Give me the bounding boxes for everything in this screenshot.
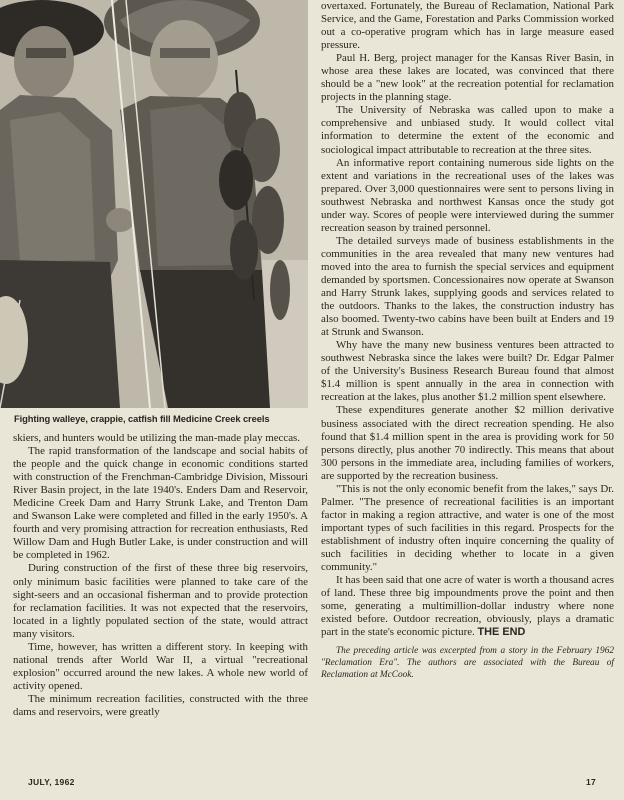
photo-caption: Fighting walleye, crappie, catfish fill Medicine Creek creels — [14, 413, 270, 424]
the-end-marker: THE END — [477, 626, 526, 639]
right-paragraph-9 — [321, 574, 614, 639]
right-paragraph-9-text: It has been said that one acre of water is worth a thousand acres of land. These three big impoundments prove the point and then some, generating a multimillion-dollar industry where none existed before. Outdoor recreation, obviously, plays a dramatic part in the state's economic picture. — [321, 574, 614, 639]
right-paragraph-3: The University of Nebraska was called upon to make a comprehensive and unbiased study. It would collect vital information to determine the extent of the economic and sociological impact attributable to recreation at the three sites. — [321, 104, 614, 156]
right-paragraph-1: overtaxed. Fortunately, the Bureau of Reclamation, National Park Service, and the Game, Forestation and Parks Commission worked out a co-operative program which has in large measure eased pressure. — [321, 0, 614, 52]
right-paragraph-5: The detailed surveys made of business establishments in the communities in the area revealed that many new ventures had moved into the area to furnish the special services and equipment demanded by sportsmen. Concessionaires now operate at Swanson and Harry Strunk lakes, supplying goods and services related to the outdoors. Thanks to the lakes, the construction industry has also boomed. Twenty-two cabins have been built at Enders and 19 at Strunk and Swanson. — [321, 234, 614, 339]
left-paragraph-5: The minimum recreation facilities, constructed with the three dams and reservoirs, were greatly — [13, 692, 308, 718]
anglers-photo — [0, 0, 308, 408]
issue-date: JULY, 1962 — [28, 777, 75, 787]
right-paragraph-2: Paul H. Berg, project manager for the Kansas River Basin, in whose area these lakes are located, was convinced that there should be a "new look" at the recreation potential for reclamation projects in the planning stage. — [321, 52, 614, 104]
article-right-column — [321, 0, 614, 681]
left-paragraph-4: Time, however, has written a different story. In keeping with national trends after World War II, a virtual "recreational explosion" occurred around the new lakes. A whole new world of activity opened. — [13, 640, 308, 692]
left-paragraph-2: The rapid transformation of the landscape and social habits of the people and the quick change in economic conditions started with construction of the Frenchman-Cambridge Division, Missouri River Basin project, in the late 1940's. Enders Dam and Reservoir, Medicine Creek Dam and Harry Strunk Lake, and Trenton Dam and Swanson Lake were completed and filled in the early 1950's. A fourth and very promising attraction for recreation enthusiasts, Red Willow Dam and Hugh Butler Lake, is under construction and will be completed in 1962. — [13, 445, 308, 562]
left-paragraph-1: skiers, and hunters would be utilizing the man-made play meccas. — [13, 432, 301, 444]
anglers-photo-illustration — [0, 0, 308, 408]
left-paragraph-3: During construction of the first of these three big reservoirs, only minimum basic facilities were planned to take care of the sight-seers and an occasional fisherman and to provide protection for reclamation facilities. It was not expected that the reservoirs, located in a lightly populated section of the state, would attract many visitors. — [13, 562, 308, 640]
right-paragraph-7: These expenditures generate another $2 million derivative business associated with the direct recreation spending. He also found that $1.4 million spent in the area is providing work for 50 persons directly, plus another 70 indirectly. This means that about 300 persons in the immediate area, including families of workers, are supported by the recreation business. — [321, 404, 614, 482]
article-left-column — [13, 432, 308, 719]
right-paragraph-8: "This is not the only economic benefit from the lakes," says Dr. Palmer. "The presence of recreational facilities is an important factor in making a region attractive, and water is one of the most important types of such facilities in this regard. Prospects for the establishment of industry often inquire concerning the quality of such facilities in deciding whether to locate in a given community." — [321, 482, 614, 574]
page-number: 17 — [586, 777, 597, 787]
right-paragraph-6: Why have the many new business ventures been attracted to southwest Nebraska since the lakes were built? Dr. Edgar Palmer of the University's Business Research Bureau found that almost $1.4 million is spent annually in the area in connection with recreation at the lakes, plus another $1.2 million spent elsewhere. — [321, 339, 614, 404]
editor-note: The preceding article was excerpted from a story in the February 1962 "Reclamation Era". The authors are associated with the Bureau of Reclamation at McCook. — [321, 646, 614, 681]
right-paragraph-4: An informative report containing numerous side lights on the extent and variations in the recreational uses of the lakes was prepared. Over 3,000 questionnaires were sent to persons living in southwest Nebraska and northwest Kansas once the study got under way. Scores of people were interviewed during the summer recreation season by trained personnel. — [321, 156, 614, 234]
